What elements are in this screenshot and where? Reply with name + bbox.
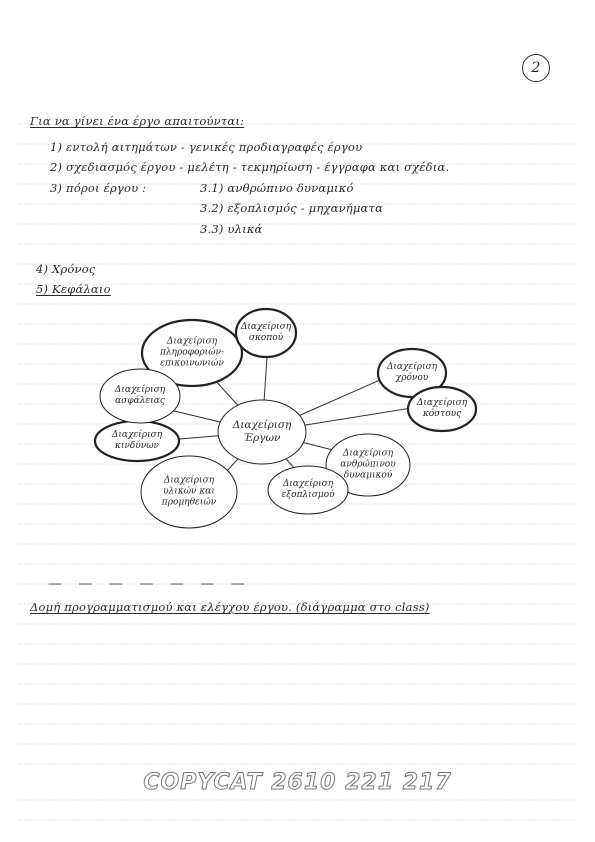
- heading: Για να γίνει ένα έργο απαιτούνται:: [30, 114, 245, 128]
- node-line: επικοινωνιών: [160, 358, 224, 369]
- node-line: Διαχείριση: [416, 398, 468, 408]
- item-2: 2) σχεδιασμός έργου - μελέτη - τεκμηρίωση - έγγραφα και σχέδια.: [50, 160, 450, 174]
- node-line: χρόνου: [395, 373, 429, 383]
- node-line: εξοπλισμού: [281, 490, 335, 500]
- node-label-scope: [241, 322, 291, 344]
- node-label-equipment: [281, 479, 334, 501]
- item-3-2: 3.2) εξοπλισμός - μηχανήματα: [200, 201, 384, 215]
- node-label-safety: [115, 385, 165, 407]
- node-line: πληροφοριών-: [159, 347, 225, 358]
- node-line: δυναμικού: [343, 470, 393, 481]
- node-line: Διαχείριση: [166, 336, 218, 347]
- structure-note: Δομή προγραμματισμού και ελέγχου έργου. (διάγραμμα στο class): [30, 600, 430, 614]
- node-label-risk: [112, 430, 162, 452]
- node-line: σκοπού: [248, 333, 284, 343]
- node-line: Διαχείριση: [114, 385, 166, 395]
- center-line-2: Έργων: [243, 432, 281, 444]
- center-label: [233, 419, 292, 445]
- node-label-time: [387, 362, 437, 384]
- item-3-3: 3.3) υλικά: [200, 222, 263, 236]
- node-line: Διαχείριση: [342, 448, 394, 459]
- item-3-1: 3.1) ανθρώπινο δυναμικό: [200, 181, 354, 195]
- node-line: Διαχείριση: [111, 430, 163, 440]
- node-line: ανθρώπινου: [340, 459, 396, 470]
- node-line: κόστους: [422, 409, 462, 419]
- node-line: ασφάλειας: [115, 396, 165, 406]
- node-line: Διαχείριση: [240, 322, 292, 332]
- node-line: υλικών και: [163, 486, 215, 497]
- item-3: 3) πόροι έργου :: [50, 181, 147, 195]
- node-label-cost: [417, 398, 467, 420]
- item-1: 1) εντολή αιτημάτων - γενικές προδιαγραφές έργου: [50, 140, 363, 154]
- node-label-materials: [162, 476, 216, 509]
- page-number: 2: [522, 54, 550, 82]
- node-line: Διαχείριση: [163, 475, 215, 486]
- copycat-watermark: COPYCAT 2610 221 217: [143, 770, 452, 795]
- item-4: 4) Χρόνος: [36, 262, 96, 276]
- node-line: Διαχείριση: [282, 479, 334, 489]
- dash-separator: — — — — — — —: [48, 576, 251, 592]
- node-line: κινδύνων: [114, 441, 160, 451]
- item-5: 5) Κεφάλαιο: [36, 282, 111, 296]
- node-line: Διαχείριση: [386, 362, 438, 372]
- center-line-1: Διαχείριση: [232, 419, 292, 431]
- node-line: προμηθειών: [161, 497, 217, 508]
- node-label-human-resources: [340, 449, 395, 482]
- node-label-communications: [160, 337, 224, 370]
